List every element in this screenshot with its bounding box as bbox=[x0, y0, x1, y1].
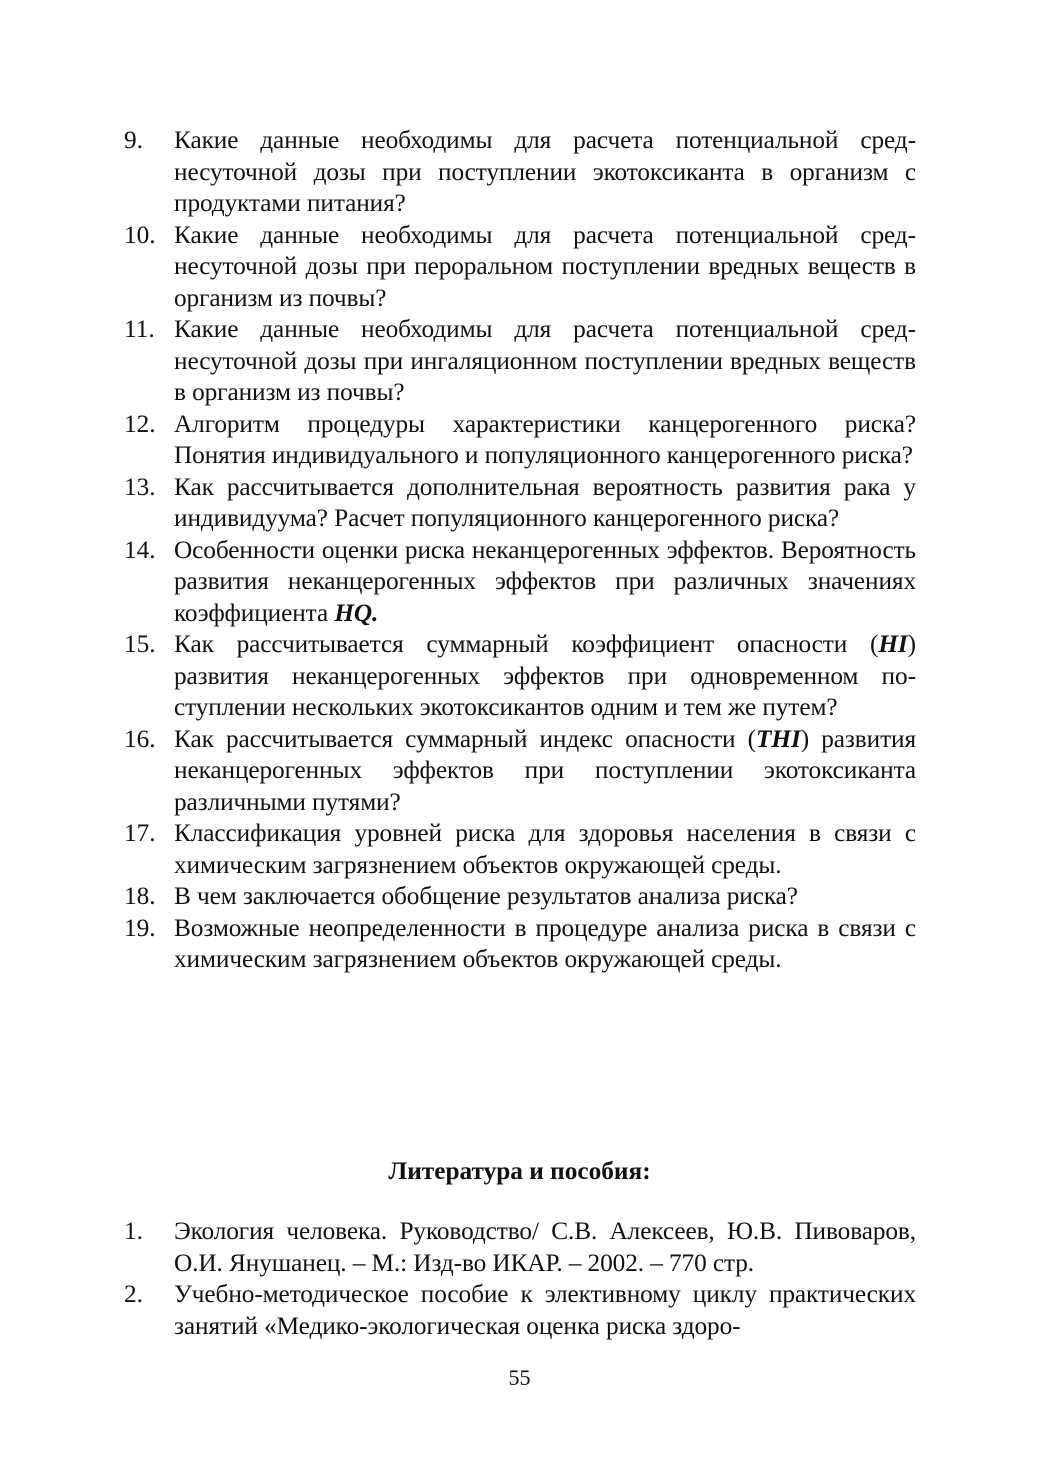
item-text: Алгоритм процедуры характеристики канцерогенного риска? Понятия индивидуального и популяционного канцерогенного риска? bbox=[174, 409, 916, 469]
item-number: 9. bbox=[124, 126, 143, 154]
list-item bbox=[124, 881, 916, 913]
list-item bbox=[124, 220, 916, 315]
item-text bbox=[174, 535, 916, 630]
item-text-part: Особенности оценки риска неканцерогенных эффектов. Вероятность развития неканцерогенных эффектов при различных значениях коэффициента bbox=[174, 535, 916, 627]
list-item bbox=[124, 818, 916, 881]
item-text-part: ) развития неканцерогенных эффектов при поступлении экотоксиканта различными путями? bbox=[174, 724, 916, 816]
page-number: 55 bbox=[508, 1365, 531, 1390]
item-text-part: Как рассчитывается суммарный коэффициент опасности ( bbox=[174, 630, 879, 658]
item-text: Какие данные необходимы для расчета потенциальной среднесуточной дозы при поступлении экотоксиканта в организм с продуктами питания? bbox=[174, 126, 916, 217]
item-number: 17. bbox=[124, 819, 156, 847]
item-number: 15. bbox=[124, 630, 156, 658]
item-number: 14. bbox=[124, 535, 156, 564]
item-text: Классификация уровней риска для здоровья населения в связи с химическим загрязнением объектов окружающей среды. bbox=[174, 819, 916, 879]
item-number: 11. bbox=[124, 315, 155, 343]
emphasis-term: THI bbox=[756, 724, 801, 753]
list-item bbox=[124, 629, 916, 724]
item-number: 10. bbox=[124, 220, 156, 249]
list-item bbox=[124, 913, 916, 976]
list-item bbox=[124, 472, 916, 535]
questions-list bbox=[124, 125, 916, 976]
literature-heading: Литература и пособия: bbox=[388, 1157, 651, 1185]
item-text: Какие данные необходимы для расчета потенциальной среднесуточной дозы при ингаляционном поступлении вредных веществ в организм из почвы? bbox=[174, 315, 916, 406]
item-number: 12. bbox=[124, 409, 156, 438]
item-text-part: Как рассчитывается суммарный индекс опасности ( bbox=[174, 724, 757, 753]
item-number: 19. bbox=[124, 913, 156, 942]
item-text bbox=[174, 724, 916, 819]
list-item bbox=[124, 1279, 916, 1342]
item-text-part: ) развития неканцерогенных эффектов при одновременном поступлении нескольких экотоксикантов одним и тем же путем? bbox=[174, 630, 916, 721]
literature-list bbox=[124, 1216, 916, 1342]
item-text: Как рассчитывается дополнительная вероятность развития рака у индивидуума? Расчет популяционного канцерогенного риска? bbox=[174, 472, 916, 532]
list-item bbox=[124, 535, 916, 630]
list-item bbox=[124, 409, 916, 472]
item-number: 16. bbox=[124, 724, 156, 753]
emphasis-term: HI bbox=[878, 630, 908, 658]
item-number: 18. bbox=[124, 882, 156, 910]
list-item bbox=[124, 125, 916, 220]
item-number: 13. bbox=[124, 472, 156, 501]
item-number: 1. bbox=[124, 1217, 143, 1245]
item-number: 2. bbox=[124, 1280, 143, 1308]
item-text: Возможные неопределенности в процедуре анализа риска в связи с химическим загрязнением объектов окружающей среды. bbox=[174, 913, 916, 973]
item-text: В чем заключается обобщение результатов анализа риска? bbox=[174, 882, 798, 910]
item-text: Экология человека. Руководство/ С.В. Алексеев, Ю.В. Пивоваров, О.И. Янушанец. – М.: Изд-во ИКАР. – 2002. – 770 стр. bbox=[174, 1217, 916, 1277]
item-text: Учебно-методическое пособие к элективному циклу практических занятий «Медико-экологическая оценка риска здоро- bbox=[174, 1280, 916, 1340]
emphasis-term: HQ. bbox=[334, 598, 379, 627]
list-item bbox=[124, 724, 916, 819]
item-text: Какие данные необходимы для расчета потенциальной среднесуточной дозы при пероральном поступлении вредных веществ в организм из почвы? bbox=[174, 220, 916, 312]
item-text bbox=[174, 629, 916, 724]
list-item bbox=[124, 314, 916, 409]
list-item bbox=[124, 1216, 916, 1279]
